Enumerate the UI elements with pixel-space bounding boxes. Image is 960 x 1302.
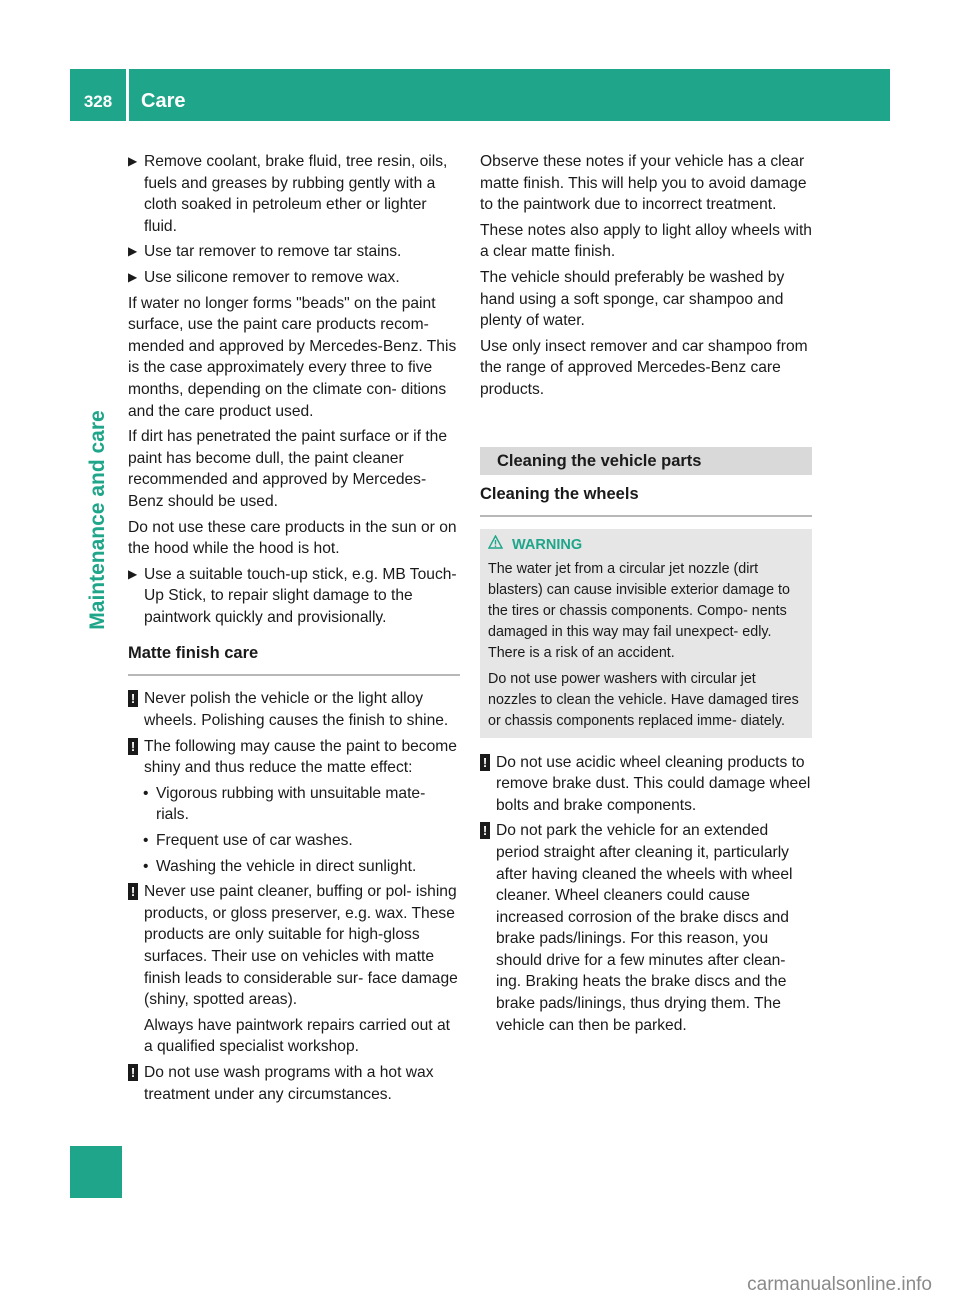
caution-note: ! Do not park the vehicle for an extended period straight after cleaning it, particularly after having cleaned the wheels with wheel cleaner. Wheel cleaners could cause increased corrosion of the brake discs and brake pads/linings. For this reason, you should drive for a few minutes after clean- ing. Braking heats the brake discs and the brake pads/linings, thus drying them. The vehicle can then be parked.	[480, 820, 812, 1036]
side-tab-marker	[70, 1146, 122, 1198]
caution-note: ! Do not use wash programs with a hot wax treatment under any circumstances.	[128, 1062, 460, 1105]
step-arrow-icon: ▶	[128, 269, 138, 284]
list-item: • Vigorous rubbing with unsuitable mate- rials.	[143, 784, 426, 824]
matte-finish-heading: Matte finish care	[128, 644, 259, 663]
caution-note: ! The following may cause the paint to become shiny and thus reduce the matte effect:	[128, 736, 460, 779]
paragraph: These notes also apply to light alloy wheels with a clear matte finish.	[480, 221, 812, 261]
bullet-icon: •	[143, 784, 149, 802]
warning-title: WARNING	[488, 535, 804, 556]
exclamation-icon: !	[128, 883, 138, 900]
step-arrow-icon: ▶	[128, 244, 138, 259]
warning-text: The water jet from a circular jet nozzle (dirt blasters) can cause invisible exterior damage to the tires or chassis components. Compo- nents damaged in this way may fail unexpect- edly. There is a risk of an accident.	[488, 560, 790, 661]
paragraph: Do not use these care products in the sun or on the hood while the hood is hot.	[128, 518, 457, 558]
warning-box	[480, 529, 812, 738]
exclamation-icon: !	[128, 738, 138, 755]
section-heading: Cleaning the vehicle parts	[480, 447, 812, 475]
paragraph: If water no longer forms "beads" on the paint surface, use the paint care products recom- mended and approved by Mercedes-Benz. This is the case approximately every three to five months, depending on the climate con- ditions and the care product used.	[128, 294, 457, 420]
caution-note: ! Never use paint cleaner, buffing or pol- ishing products, or gloss preserver, e.g. wax. These products are only suitable for high-gloss surfaces. Their use on vehicles with matte finish leads to considerable sur- face damage (shiny, spotted areas). Always have paintwork repairs carried out at a qualified specialist workshop.	[128, 881, 460, 1058]
heading-rule	[128, 674, 460, 676]
instruction-step: ▶ Remove coolant, brake fluid, tree resin, oils, fuels and greases by rubbing gently with a cloth soaked in petroleum ether or lighter fluid.	[128, 153, 448, 235]
exclamation-icon: !	[480, 754, 490, 771]
heading-rule	[480, 515, 812, 517]
page-header	[70, 69, 890, 121]
exclamation-icon: !	[128, 1064, 138, 1081]
exclamation-icon: !	[128, 690, 138, 707]
paragraph: Use only insect remover and car shampoo from the range of approved Mercedes-Benz care products.	[480, 337, 808, 398]
list-item: • Frequent use of car washes.	[128, 830, 460, 852]
instruction-step: ▶ Use tar remover to remove tar stains.	[128, 241, 460, 263]
page-number: 328	[83, 92, 113, 111]
chapter-title: Care	[141, 90, 186, 112]
caution-note: ! Do not use acidic wheel cleaning products to remove brake dust. This could damage wheel bolts and brake components.	[480, 752, 812, 817]
header-divider	[126, 69, 129, 121]
side-section-title: Maintenance and care	[86, 410, 109, 630]
right-column	[480, 151, 812, 1040]
bullet-icon: •	[143, 857, 149, 875]
instruction-step: ▶ Use a suitable touch-up stick, e.g. MB Touch-Up Stick, to repair slight damage to the paintwork quickly and provisionally.	[128, 565, 457, 626]
paragraph: Observe these notes if your vehicle has a clear matte finish. This will help you to avoid damage to the paintwork due to incorrect treatment.	[480, 153, 807, 214]
left-column	[128, 151, 460, 1109]
watermark: carmanualsonline.info	[747, 1274, 932, 1295]
caution-followup: Always have paintwork repairs carried out at a qualified specialist workshop.	[144, 1016, 450, 1056]
step-arrow-icon: ▶	[128, 566, 138, 581]
exclamation-icon: !	[480, 822, 490, 839]
instruction-step: ▶ Use silicone remover to remove wax.	[128, 267, 460, 289]
paragraph: If dirt has penetrated the paint surface or if the paint has become dull, the paint cleaner recommended and approved by Mercedes- Benz should be used.	[128, 428, 447, 510]
bullet-icon: •	[143, 832, 149, 850]
step-arrow-icon: ▶	[128, 154, 138, 168]
caution-note: ! Never polish the vehicle or the light alloy wheels. Polishing causes the finish to shine.	[128, 688, 460, 731]
paragraph: The vehicle should preferably be washed by hand using a soft sponge, car shampoo and plenty of water.	[480, 268, 785, 330]
cleaning-wheels-heading: Cleaning the wheels	[480, 484, 639, 503]
warning-triangle-icon	[488, 535, 508, 556]
warning-text: Do not use power washers with circular jet nozzles to clean the vehicle. Have damaged tires or chassis components replaced imme- diately.	[488, 670, 799, 729]
list-item: • Washing the vehicle in direct sunlight.	[128, 856, 460, 878]
